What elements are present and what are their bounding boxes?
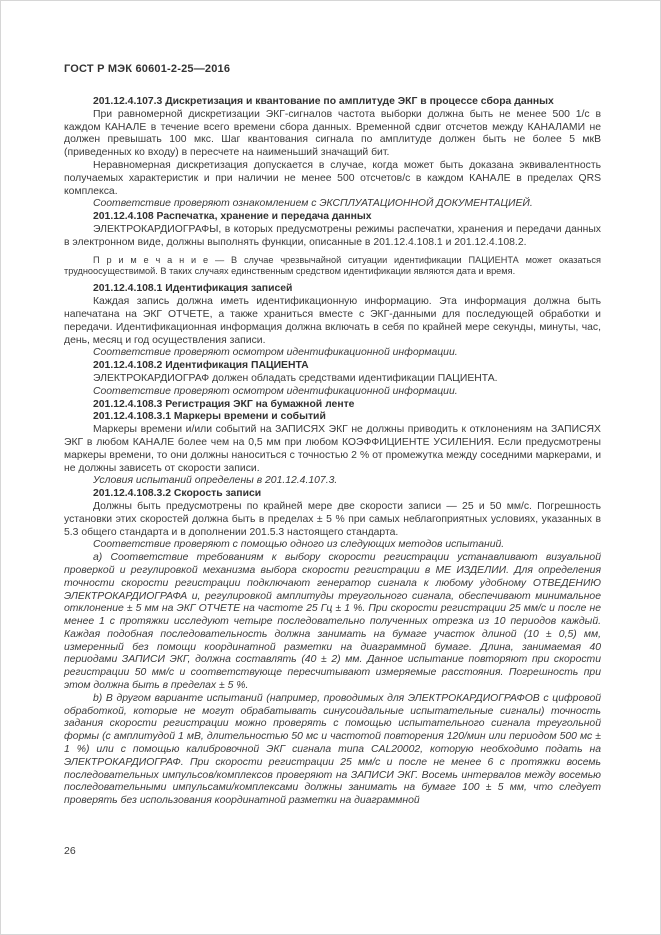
section-heading: 201.12.4.108.3 Регистрация ЭКГ на бумажной ленте	[93, 398, 355, 410]
compliance-statement: Соответствие проверяют осмотром идентификационной информации.	[93, 385, 458, 397]
section-heading: 201.12.4.107.3 Дискретизация и квантование по амплитуде ЭКГ в процессе сбора данных	[93, 96, 554, 107]
section-heading: 201.12.4.108.2 Идентификация ПАЦИЕНТА	[93, 360, 309, 372]
paragraph: ЭЛЕКТРОКАРДИОГРАФ должен обладать средствами идентификации ПАЦИЕНТА.	[93, 372, 498, 384]
paragraph: При равномерной дискретизации ЭКГ-сигналов частота выборки должна быть не менее 500 1/с в каждом КАНАЛЕ в течение всего времени сбора данных. Временной сдвиг отсчетов между КАНАЛАМИ не должен превышать 100 мкс. Шаг квантования сигнала по амплитуде должен быть не более 5 мкВ (приведенных ко входу) в пересчете на наименьший значащий бит.	[64, 108, 601, 159]
paragraph: Маркеры времени и/или событий на ЗАПИСЯХ ЭКГ не должны приводить к отклонениям на ЗАПИСЯХ ЭКГ в любом КАНАЛЕ более чем на 0,5 мм при любом КОЭФФИЦИЕНТЕ УСИЛЕНИЯ. Если предусмотрены маркеры времени, то они должны наноситься с точностью 2 % от промежутка между соседними маркерами, и не должны зависеть от скорости записи.	[64, 424, 601, 474]
standard-designation-header: ГОСТ Р МЭК 60601-2-25—2016	[64, 63, 231, 75]
test-method-item-b: b) В другом варианте испытаний (например, проводимых для ЭЛЕКТРОКАРДИОГРАФОВ с цифровой обработкой, которые не могут обрабатывать синусоидальные испытательные сигналы) точность задания скорости регистрации можно проверять с помощью испытательного сигнала треугольной формы (с амплитудой 1 мВ, длительностью 50 мс и частотой повторения 120/мин или периодом 500 мс ± 1 %) или с помощью калибровочной ЭКГ сигнала типа CAL20002, которую необходимо подать на ЭЛЕКТРОКАРДИОГРАФ. При скорости регистрации 25 мм/с и после не менее 6 с протяжки восемь последовательных импульсов/комплексов проверяют на ЗАПИСИ ЭКГ. Восемь интервалов между восемью последовательными импульсами/комплексами должны занимать на бумаге 100 ± 5 мм, что следует проверять без использования координатной разметки на диаграммной	[64, 692, 601, 807]
section-heading: 201.12.4.108.1 Идентификация записей	[93, 283, 293, 295]
paragraph: Должны быть предусмотрены по крайней мере две скорости записи — 25 и 50 мм/с. Погрешность установки этих скоростей должна быть в пределах ± 5 % при самых неблагоприятных условиях, указанных в 5.3 общего стандарта и в дополнении 201.5.3 настоящего стандарта.	[64, 500, 601, 538]
section-heading: 201.12.4.108 Распечатка, хранение и передача данных	[93, 211, 372, 223]
compliance-statement: Соответствие проверяют осмотром идентификационной информации.	[93, 347, 458, 359]
page-content	[64, 63, 601, 808]
compliance-statement: Соответствие проверяют с помощью одного из следующих методов испытаний.	[93, 539, 505, 551]
section-heading: 201.12.4.108.3.1 Маркеры времени и событий	[93, 411, 326, 423]
paragraph: Неравномерная дискретизация допускается в случае, когда может быть доказана эквивалентность получаемых характеристик и при наличии не менее 500 отсчетов/с в каждом КАНАЛЕ в пределах QRS комплекса.	[64, 159, 601, 197]
compliance-statement: Соответствие проверяют ознакомлением с ЭКСПЛУАТАЦИОННОЙ ДОКУМЕНТАЦИЕЙ.	[93, 198, 533, 210]
page-number: 26	[64, 845, 76, 857]
paragraph: Каждая запись должна иметь идентификационную информацию. Эта информация должна быть напечатана на ЭКГ ОТЧЕТЕ, а также храниться вместе с ЭКГ-данными для последующей обработки и передачи. Идентификационная информация должна включать в себя по крайней мере секунды, минуты, час, день, месяц и год осуществления записи.	[64, 296, 601, 346]
compliance-statement: Условия испытаний определены в 201.12.4.107.3.	[93, 475, 338, 487]
section-heading: 201.12.4.108.3.2 Скорость записи	[93, 488, 262, 500]
paragraph: ЭЛЕКТРОКАРДИОГРАФЫ, в которых предусмотрены режимы распечатки, хранения и передачи данных в электронном виде, должны выполнять функции, описанные в 201.12.4.108.1 и 201.12.4.108.2.	[64, 223, 601, 248]
test-method-item-a: а) Соответствие требованиям к выбору скорости регистрации устанавливают визуальной проверкой и регулировкой механизма выбора скорости регистрации в МЕ ИЗДЕЛИИ. Для определения точности скорости регистрации подключают генератор сигнала к любому удобному ОТВЕДЕНИЮ ЭЛЕКТРОКАРДИОГРАФА и, регулировкой амплитуды треугольного сигнала, обеспечивают минимальное отклонение ± 5 мм на ЭКГ ОТЧЕТЕ на частоте 25 Гц ± 1 %. При скорости регистрации 25 мм/с и после не менее 1 с протяжки исследуют четыре последовательно полученных отрезка из 10 периодов каждый. Каждая подобная последовательность должна занимать на бумаге участок длиной (10 ± 0,5) мм, измеренный без помощи координатной разметки на диаграммной бумаге. Длина, занимаемая 40 периодами ЗАПИСИ ЭКГ, должна составлять (40 ± 2) мм. Данное испытание повторяют при скорости регистрации 50 мм/с и соответствующе пересчитывают измеряемые расстояния. Погрешность при этом должна быть в пределах ± 5 %.	[64, 552, 601, 692]
note-paragraph: П р и м е ч а н и е — В случае чрезвычайной ситуации идентификации ПАЦИЕНТА может оказаться трудноосуществимой. В таких случаях единственным средством идентификации являются дата и время.	[64, 254, 601, 276]
